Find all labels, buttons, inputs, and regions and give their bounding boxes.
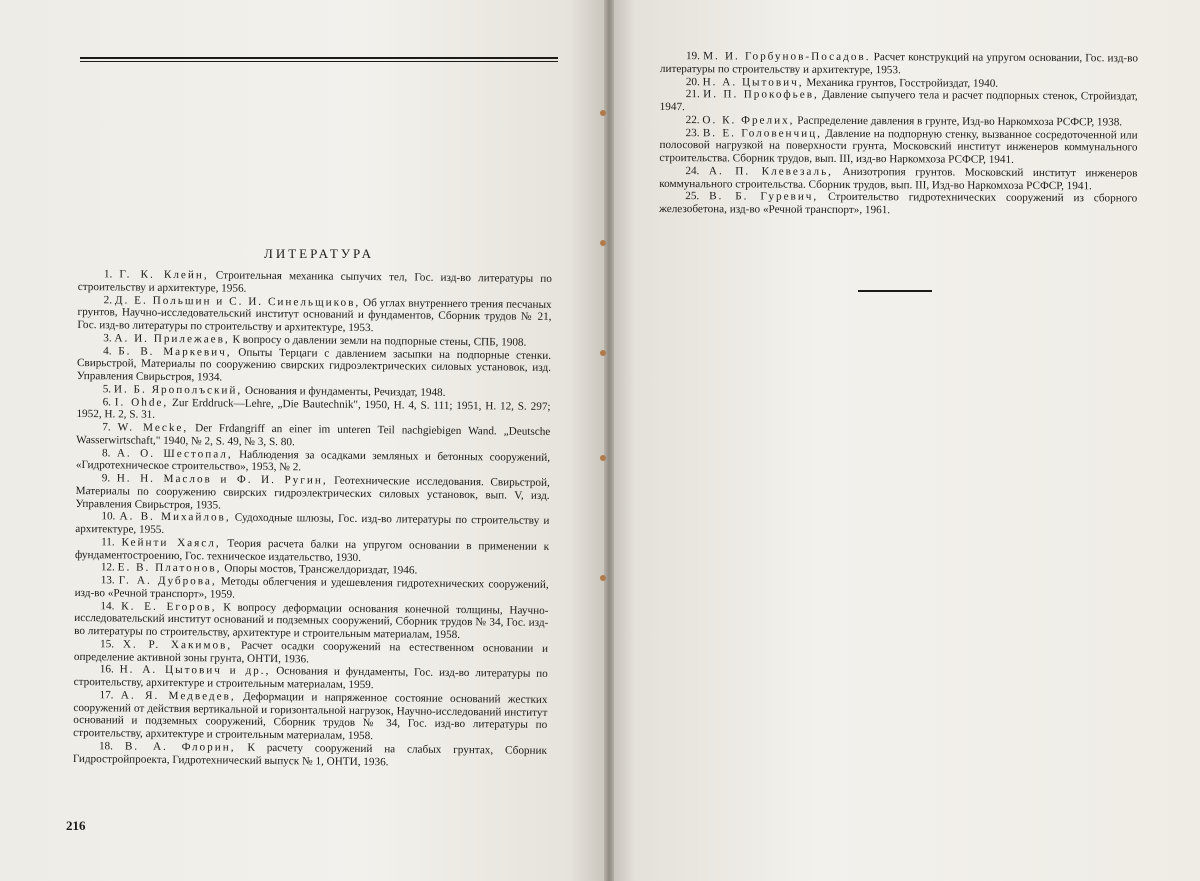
- reference-number: 4.: [103, 344, 112, 357]
- reference-author: А. П. Клевезаль,: [708, 165, 834, 178]
- reference-author: А. В. Михайлов,: [119, 510, 231, 524]
- reference-text: Опоры мостов, Трансжелдориздат, 1946.: [221, 562, 418, 577]
- reference-text: Давление на подпорную стенку, вызванное сосредоточенной или полосовой нагрузкой на поверхности грунта, Московский институт инженеров коммунального строительства. Сборник трудов, вып. III, изд-во Наркомхоза РСФСР, 1941.: [659, 127, 1138, 166]
- reference-author: М. И. Горбунов-Посадов.: [703, 50, 871, 64]
- page-number: 216: [66, 818, 86, 833]
- end-rule: [858, 290, 932, 292]
- reference-text: Механика грунтов, Госстройиздат, 1940.: [803, 76, 999, 90]
- reference-number: 23.: [685, 126, 700, 139]
- reference-author: В. А. Флорин,: [124, 740, 236, 754]
- reference-number: 6.: [102, 395, 112, 408]
- reference-number: 10.: [101, 510, 116, 523]
- reference-text: Распределение давления в грунте, Изд-во Наркомхоза РСФСР, 1938.: [794, 114, 1123, 129]
- reference-text: Судоходные шлюзы, Гос. изд-во литературы по строительству и архитектуре, 1955.: [75, 511, 550, 536]
- reference-entry: [77, 344, 551, 387]
- reference-entry: [73, 689, 548, 745]
- reference-text: Опыты Терцаги с давлением засыпки на подпорные стенки. Свирьстрой, Материалы по сооружению свирских гидроэлектрических силовых установок, изд. Управления Свирьстроя, 1934.: [76, 346, 552, 384]
- reference-author: О. К. Фрелих,: [702, 113, 795, 127]
- reference-text: Zur Erddruck—Lehre, „Die Bautechnik", 1950, H. 4, S. 111; 1951, H. 12, S. 297; 1952, H. 2, S. 31.: [76, 396, 551, 422]
- book-gutter: [604, 0, 614, 881]
- reference-author: Н. Н. Маслов и Ф. И. Ругин,: [116, 472, 328, 487]
- binding-stitch: [600, 455, 606, 461]
- reference-entry: [77, 293, 551, 336]
- reference-text: Расчет конструкций на упругом основании, Гос. изд-во литературы по строительству и архитектуре, 1953.: [659, 51, 1139, 77]
- reference-number: 9.: [101, 472, 111, 485]
- reference-author: В. Б. Гуревич,: [709, 190, 819, 204]
- reference-number: 25.: [685, 190, 700, 203]
- reference-author: В. Е. Головенчиц,: [702, 126, 822, 140]
- reference-author: Г. А. Дуброва,: [118, 574, 217, 588]
- reference-entry: [73, 740, 547, 770]
- reference-number: 5.: [102, 383, 112, 396]
- reference-text: К вопросу деформации основания конечной толщины, Научно-исследовательский институт оснований и подземных сооружений, Сборник трудов № 34, Гос. изд-во литературы по строительству, архитектуре и строительным материалам, 1958.: [74, 600, 549, 642]
- reference-number: 8.: [102, 446, 111, 459]
- reference-text: К расчету сооружений на слабых грунтах, Сборник Гидростройпроекта, Гидротехнический выпуск № 1, ОНТИ, 1936.: [72, 741, 548, 768]
- reference-text: Геотехнические исследования. Свирьстрой, Материалы по сооружению свирских гидроэлектрических силовых установок, вып. V, изд. Управления Свирьстроя, 1935.: [75, 474, 550, 512]
- binding-stitch: [600, 575, 606, 581]
- reference-author: W. Mecke,: [117, 421, 189, 435]
- page-heading: ЛИТЕРАТУРА: [264, 246, 374, 261]
- reference-number: 20.: [685, 75, 700, 88]
- reference-author: Г. К. Клейн,: [119, 268, 209, 282]
- reference-author: Н. А. Цытович,: [702, 75, 804, 89]
- reference-number: 22.: [685, 113, 700, 126]
- reference-text: Давление сыпучего тела и расчет подпорных стенок, Стройиздат, 1947.: [659, 89, 1138, 114]
- reference-author: К. Е. Егоров,: [121, 599, 217, 613]
- reference-text: К вопросу о давлении земли на подпорные стены, СПБ, 1908.: [229, 333, 527, 349]
- binding-stitch: [600, 350, 606, 356]
- reference-entry: [75, 472, 549, 515]
- top-rule: [80, 57, 558, 62]
- reference-author: И. П. Прокофьев,: [703, 88, 819, 102]
- reference-author: И. Б. Ярополъский,: [113, 383, 243, 397]
- reference-number: 17.: [99, 688, 114, 702]
- reference-author: Б. В. Маркевич,: [118, 344, 232, 359]
- reference-entry: [74, 599, 548, 642]
- binding-stitch: [600, 240, 606, 246]
- reference-author: Х. Р. Хакимов,: [122, 638, 233, 652]
- reference-entry: [660, 50, 1138, 78]
- reference-author: Е. В. Платонов,: [117, 561, 222, 575]
- bibliography-list-left: [73, 268, 552, 770]
- reference-text: Расчет осадки сооружений на естественном основании и определение активной зоны грунта, ОНТИ, 1936.: [73, 639, 549, 665]
- reference-number: 7.: [102, 421, 111, 434]
- reference-number: 3.: [103, 332, 112, 345]
- reference-entry: [659, 190, 1137, 218]
- reference-number: 1.: [103, 268, 113, 281]
- reference-number: 2.: [103, 293, 113, 306]
- reference-number: 15.: [100, 638, 115, 651]
- reference-text: Основания и фундаменты, Гос. изд-во литературы по строительству, архитектуре и строительным материалам, 1959.: [73, 665, 548, 692]
- reference-text: Строительство гидротехнических сооружений из сборного железобетона, изд-во «Речной транспорт», 1961.: [659, 191, 1138, 217]
- reference-author: А. И. Прилежаев,: [114, 332, 230, 346]
- reference-number: 14.: [100, 599, 115, 612]
- reference-text: Основания и фундаменты, Речиздат, 1948.: [242, 384, 446, 399]
- bibliography-list-right: [659, 50, 1138, 218]
- reference-entry: [659, 126, 1137, 167]
- reference-text: Der Frdangriff an einer im unteren Teil nachgiebigen Wand. „Deutsche Wasserwirtschaft," 1940, № 2, S. 49, № 3, S. 80.: [76, 422, 551, 449]
- reference-number: 11.: [101, 536, 115, 549]
- reference-entry: [660, 88, 1138, 116]
- reference-text: Методы облегчения и удешевления гидротехнических сооружений, изд-во «Речной транспорт», 1959.: [74, 575, 549, 601]
- reference-author: А. О. Шестопал,: [116, 446, 233, 461]
- reference-number: 12.: [100, 561, 115, 574]
- reference-author: Д. Е. Польшин и С. И. Синельщиков,: [114, 293, 361, 309]
- reference-text: Об углах внутреннего трения песчаных грунтов, Научно-исследовательский институт оснований и фундаментов, Сборник трудов № 21, Гос. изд-во литературы по строительству и архитектуре, 1953.: [77, 296, 552, 335]
- reference-number: 24.: [685, 164, 700, 177]
- reference-number: 13.: [100, 574, 115, 587]
- reference-text: Анизотропия грунтов. Московский институт инженеров коммунального строительства. Сборник трудов, вып. III, Изд-во Наркомхоза РСФСР, 1941.: [659, 165, 1138, 192]
- reference-entry: [659, 165, 1137, 193]
- reference-text: Наблюдения за осадками земляных и бетонных сооружений, «Гидротехническое строительство», 1953, № 2.: [75, 448, 551, 474]
- binding-stitch: [600, 110, 606, 116]
- reference-number: 16.: [99, 663, 114, 676]
- reference-author: А. Я. Медведев,: [120, 689, 236, 703]
- reference-number: 18.: [98, 739, 114, 753]
- reference-number: 21.: [685, 88, 700, 101]
- reference-text: Деформации и напряженное состояние оснований жестких сооружений от действия вертикальной и горизонтальной нагрузок, Научно-исследований институт оснований и подземных сооружений, Сборник трудов № 34, Гос. изд-во литературы по строительству, архитектуре и строительным материалам, 1958.: [73, 690, 548, 743]
- reference-author: I. Ohde,: [114, 395, 169, 409]
- reference-text: Теория расчета балки на упругом основании в применении к фундаментостроению, Гос. техническое издательство, 1930.: [74, 537, 550, 564]
- reference-text: Строительная механика сыпучих тел, Гос. изд-во литературы по строительству и архитектуре, 1956.: [77, 269, 552, 295]
- reference-author: Кейнти Хаясл,: [121, 536, 221, 550]
- reference-number: 19.: [685, 50, 700, 63]
- reference-author: Н. А. Цытович и др.,: [119, 663, 271, 678]
